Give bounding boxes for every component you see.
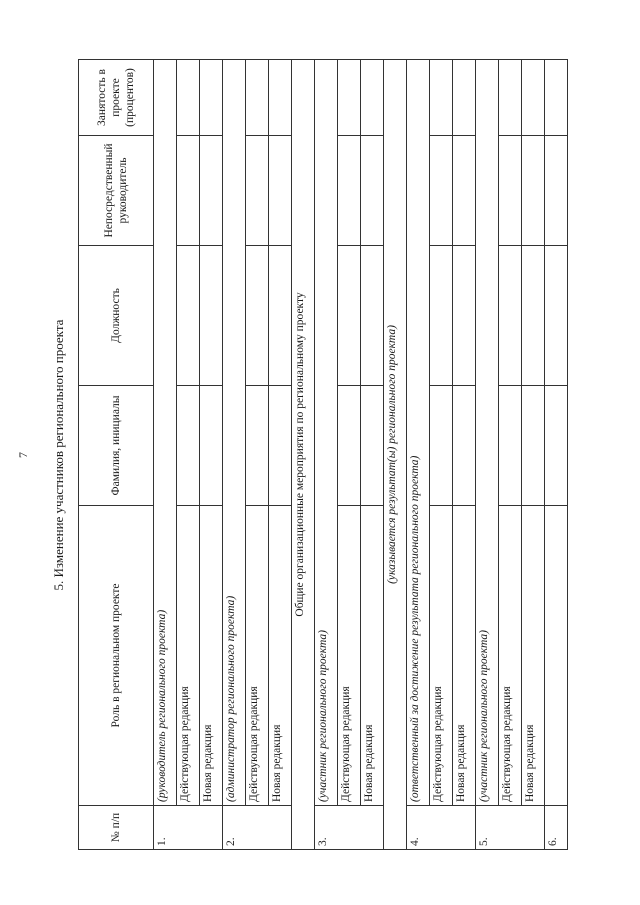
row-number: 1. — [154, 806, 223, 850]
current-edition: Действующая редакция — [499, 506, 522, 806]
section-heading: (указывается результат(ы) регионального проекта) — [384, 60, 407, 850]
new-edition: Новая редакция — [200, 506, 223, 806]
row-number: 3. — [315, 806, 384, 850]
section-row — [384, 60, 407, 850]
role-label: (ответственный за достижение результата регионального проекта) — [407, 60, 430, 806]
participants-table — [78, 59, 568, 850]
table-row — [453, 60, 476, 850]
table-header-row — [79, 60, 154, 850]
header-employment: Занятость в проекте (процентов) — [79, 60, 154, 136]
table-row — [177, 60, 200, 850]
table-row — [499, 60, 522, 850]
header-name: Фамилия, инициалы — [79, 386, 154, 506]
current-edition: Действующая редакция — [177, 506, 200, 806]
table-row — [430, 60, 453, 850]
row-number: 2. — [223, 806, 292, 850]
current-edition: Действующая редакция — [338, 506, 361, 806]
table-row — [315, 60, 338, 850]
header-supervisor: Непосредственный руководитель — [79, 136, 154, 246]
role-label: (администратор регионального проекта) — [223, 60, 246, 806]
header-role: Роль в региональном проекте — [79, 506, 154, 806]
new-edition: Новая редакция — [453, 506, 476, 806]
new-edition: Новая редакция — [361, 506, 384, 806]
table-row — [269, 60, 292, 850]
rotated-page — [16, 60, 559, 850]
role-label: (руководитель регионального проекта) — [154, 60, 177, 806]
table-row — [200, 60, 223, 850]
current-edition: Действующая редакция — [246, 506, 269, 806]
new-edition: Новая редакция — [269, 506, 292, 806]
table-row — [246, 60, 269, 850]
table-row — [361, 60, 384, 850]
table-row — [407, 60, 430, 850]
table-row — [338, 60, 361, 850]
section-heading: Общие организационные мероприятия по региональному проекту — [292, 60, 315, 850]
section-title: 5. Изменение участников регионального проекта — [51, 319, 66, 591]
page-number: 7 — [16, 452, 30, 458]
section-row — [292, 60, 315, 850]
role-label: (участник регионального проекта) — [476, 60, 499, 806]
current-edition: Действующая редакция — [430, 506, 453, 806]
row-number: 6. — [545, 806, 568, 850]
header-position: Должность — [79, 246, 154, 386]
row-number: 4. — [407, 806, 476, 850]
role-label: (участник регионального проекта) — [315, 60, 338, 806]
header-num: № п/п — [79, 806, 154, 850]
table-row — [154, 60, 177, 850]
table-row — [522, 60, 545, 850]
row-number: 5. — [476, 806, 545, 850]
table-row — [223, 60, 246, 850]
new-edition: Новая редакция — [522, 506, 545, 806]
table-row — [476, 60, 499, 850]
table-row — [545, 60, 568, 850]
